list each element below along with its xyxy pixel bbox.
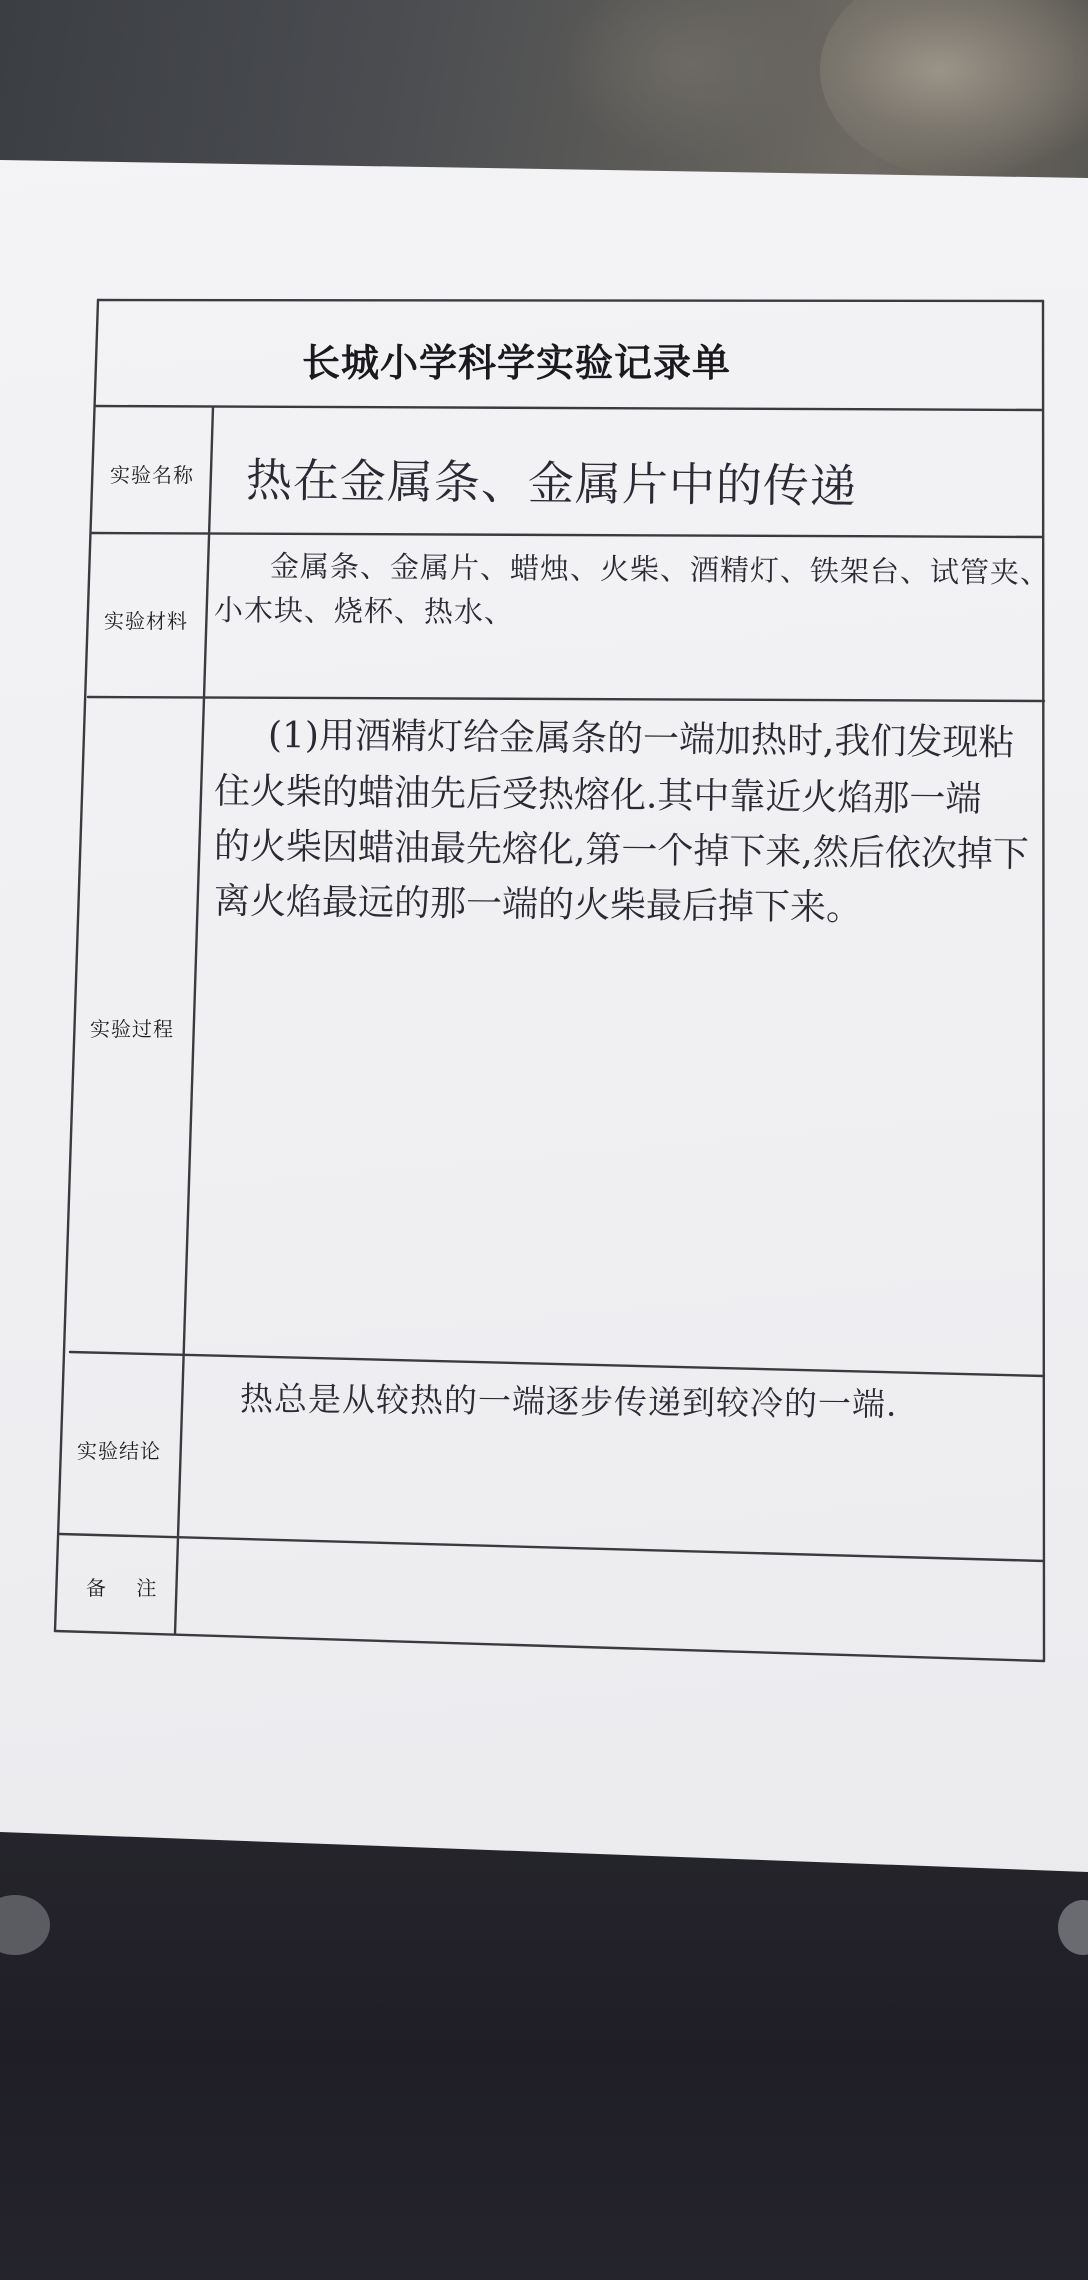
label-experiment-name: 实验名称 (110, 463, 194, 487)
handwritten-process-line-1: (1)用酒精灯给金属条的一端加热时,我们发现粘 (267, 715, 1015, 764)
handwritten-experiment-name: 热在金属条、金属片中的传递 (245, 453, 858, 514)
divider-process (70, 1352, 1044, 1376)
divider-name (92, 533, 1043, 537)
divider-materials (88, 697, 1044, 701)
handwritten-process-line-4: 离火焰最远的那一端的火柴最后掉下来。 (213, 881, 863, 929)
divider-conclusion (60, 1534, 1044, 1561)
label-materials: 实验材料 (104, 609, 188, 633)
label-process: 实验过程 (90, 1017, 174, 1041)
divider-title (95, 406, 1043, 410)
table-border-top (98, 300, 1043, 301)
label-column-divider (175, 407, 213, 1634)
handwritten-conclusion: 热总是从较热的一端逐步传递到较冷的一端. (239, 1379, 898, 1424)
table-border-right (1043, 301, 1044, 1661)
handwritten-process-line-3: 的火柴因蜡油最先熔化,第一个掉下来,然后依次掉下 (213, 826, 1030, 876)
handwritten-process-line-2: 住火柴的蜡油先后受热熔化.其中靠近火焰那一端 (213, 771, 982, 821)
label-conclusion: 实验结论 (77, 1439, 161, 1463)
table-border-left (55, 300, 98, 1631)
handwritten-materials-line-1: 金属条、金属片、蜡烛、火柴、酒精灯、铁架台、试管夹、 (269, 549, 1051, 590)
table-border-bottom (55, 1631, 1044, 1661)
form-title: 长城小学科学实验记录单 (302, 341, 732, 385)
label-remarks: 备 注 (86, 1576, 169, 1600)
handwritten-materials-line-2: 小木块、烧杯、热水、 (213, 593, 515, 630)
